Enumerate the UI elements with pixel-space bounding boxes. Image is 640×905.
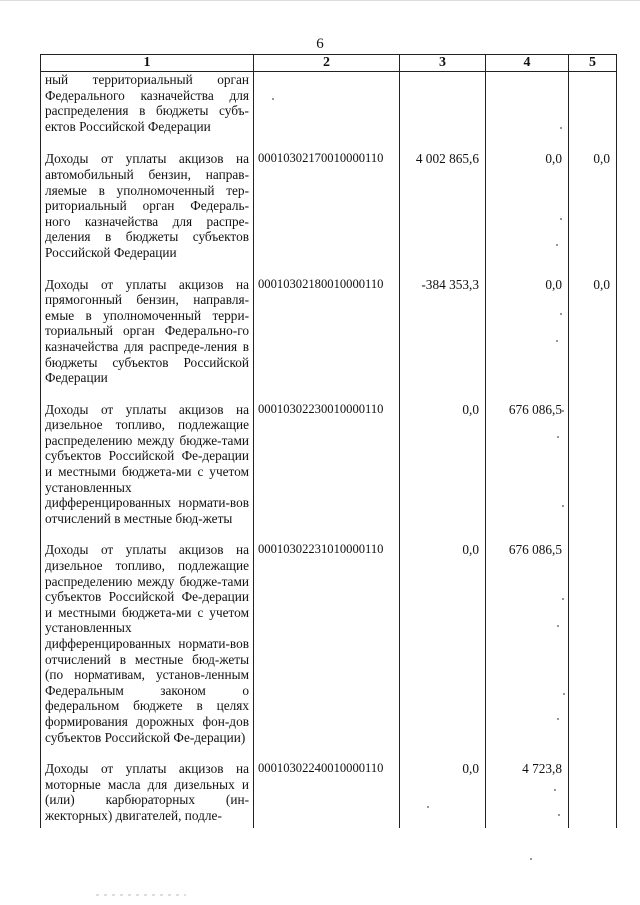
row-col4: 0,0 — [486, 272, 569, 397]
row-col3: 0,0 — [400, 397, 486, 538]
row-name: Доходы от уплаты акцизов на моторные масла для дизельных и (или) карбюраторных (ин-жекторных) двигателей, подле- — [41, 756, 254, 827]
row-code: 00010302170010000110 — [254, 146, 400, 271]
scan-speck — [558, 814, 560, 816]
row-col3: 0,0 — [400, 756, 486, 827]
header-col-1: 1 — [41, 55, 254, 72]
row-code: 00010302230010000110 — [254, 397, 400, 538]
scan-speck — [427, 806, 429, 808]
table-row — [41, 146, 617, 271]
scan-speck — [556, 244, 558, 246]
scan-speck — [560, 313, 562, 315]
row-col5 — [569, 537, 617, 756]
row-name: Доходы от уплаты акцизов на дизельное топливо, подлежащие распределению между бюдже-тами субъектов Российской Фе-дерации и местными бюджета-ми с учетом установленных дифференцированных нормати-вов отчислений в местные бюд-жеты — [41, 397, 254, 538]
scan-speck — [272, 98, 274, 100]
row-col3 — [400, 72, 486, 147]
row-col3: -384 353,3 — [400, 272, 486, 397]
row-name: Доходы от уплаты акцизов на дизельное топливо, подлежащие распределению между бюдже-тами субъектов Российской Фе-дерации и местными бюджета-ми с учетом установленных дифференцированных нормати-вов отчислений в местные бюд-жеты (по нормативам, установ-ленным Федеральным законом о федеральном бюджете в целях формирования дорожных фон-дов субъектов Российской Фе-дерации) — [41, 537, 254, 756]
scan-speck — [560, 127, 562, 129]
row-code: 00010302180010000110 — [254, 272, 400, 397]
row-col3: 4 002 865,6 — [400, 146, 486, 271]
row-name: Доходы от уплаты акцизов на прямогонный бензин, направля-емые в уполномоченный терри-ториальный орган Федерально-го казначейства для распреде-ления в бюджеты субъектов Российской Федерации — [41, 272, 254, 397]
row-code: 00010302231010000110 — [254, 537, 400, 756]
row-col5: 0,0 — [569, 272, 617, 397]
table-row — [41, 397, 617, 538]
row-col5 — [569, 72, 617, 147]
row-col4: 676 086,5 — [486, 537, 569, 756]
row-name: ный территориальный орган Федерального казначейства для распределения в бюджеты субъ-ектов Российской Федерации — [41, 72, 254, 147]
row-col5 — [569, 756, 617, 827]
table-row — [41, 756, 617, 827]
scan-top-edge — [0, 0, 640, 1]
row-code — [254, 72, 400, 147]
page-number: 6 — [316, 36, 324, 52]
scan-speck — [560, 218, 562, 220]
scan-speck — [530, 858, 532, 860]
scan-speck — [562, 505, 564, 507]
table-row — [41, 72, 617, 147]
scan-speck — [562, 410, 564, 412]
header-col-5: 5 — [569, 55, 617, 72]
scan-speck — [557, 436, 559, 438]
budget-table — [40, 54, 617, 828]
scan-speck — [556, 340, 558, 342]
scan-speck — [554, 789, 556, 791]
row-name: Доходы от уплаты акцизов на автомобильный бензин, направ-ляемые в уполномоченный тер-риториальный орган Федераль-ного казначейства для распре-деления в бюджеты субъектов Российской Федерации — [41, 146, 254, 271]
scan-artifact-mark — [96, 892, 186, 898]
row-col4: 676 086,5 — [486, 397, 569, 538]
row-col3: 0,0 — [400, 537, 486, 756]
scan-speck — [563, 693, 565, 695]
row-col4 — [486, 72, 569, 147]
table-row — [41, 272, 617, 397]
row-col4: 0,0 — [486, 146, 569, 271]
row-col5 — [569, 397, 617, 538]
scan-speck — [562, 598, 564, 600]
scan-speck — [557, 625, 559, 627]
header-col-3: 3 — [400, 55, 486, 72]
row-col4: 4 723,8 — [486, 756, 569, 827]
scan-speck — [557, 718, 559, 720]
table-row — [41, 537, 617, 756]
row-col5: 0,0 — [569, 146, 617, 271]
header-row — [41, 55, 617, 72]
row-code: 00010302240010000110 — [254, 756, 400, 827]
header-col-4: 4 — [486, 55, 569, 72]
header-col-2: 2 — [254, 55, 400, 72]
